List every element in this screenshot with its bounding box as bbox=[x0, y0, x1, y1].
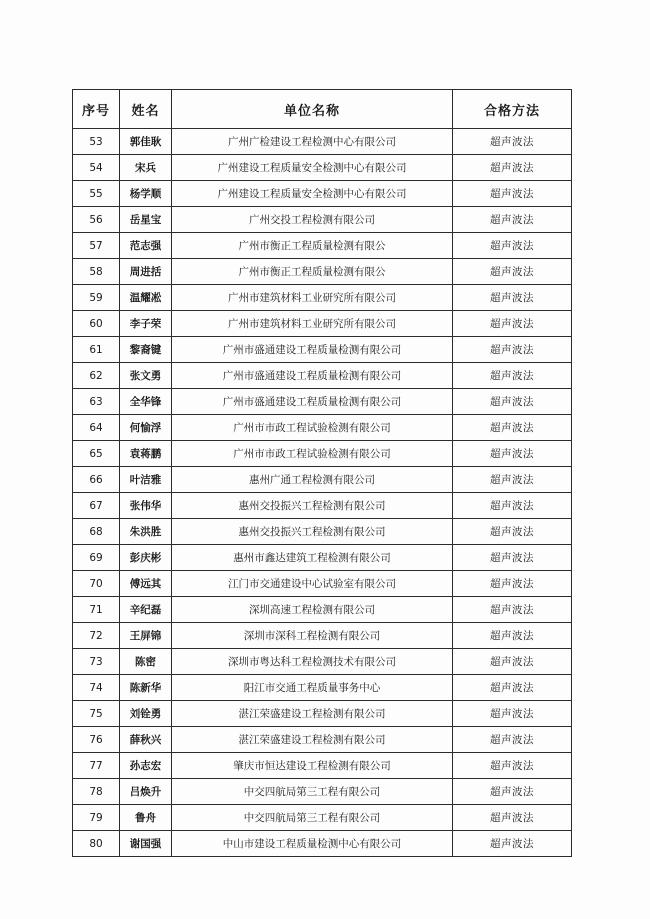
header-unit: 单位名称 bbox=[172, 90, 453, 129]
table-row bbox=[73, 259, 572, 285]
cell-no: 58 bbox=[73, 259, 120, 285]
cell-no: 63 bbox=[73, 389, 120, 415]
table-header-row bbox=[73, 90, 572, 129]
cell-method: 超声波法 bbox=[453, 753, 572, 779]
cell-method: 超声波法 bbox=[453, 233, 572, 259]
cell-unit: 广州市盛通建设工程质量检测有限公司 bbox=[172, 363, 453, 389]
table-row bbox=[73, 285, 572, 311]
cell-no: 62 bbox=[73, 363, 120, 389]
cell-unit: 广州市衡正工程质量检测有限公 bbox=[172, 259, 453, 285]
header-name: 姓名 bbox=[120, 90, 172, 129]
cell-name: 叶洁雅 bbox=[120, 467, 172, 493]
cell-no: 56 bbox=[73, 207, 120, 233]
cell-no: 79 bbox=[73, 805, 120, 831]
table-row bbox=[73, 233, 572, 259]
table-row bbox=[73, 467, 572, 493]
cell-name: 王屏锦 bbox=[120, 623, 172, 649]
cell-method: 超声波法 bbox=[453, 623, 572, 649]
cell-no: 66 bbox=[73, 467, 120, 493]
cell-method: 超声波法 bbox=[453, 441, 572, 467]
cell-unit: 广州市盛通建设工程质量检测有限公司 bbox=[172, 337, 453, 363]
cell-name: 全华锋 bbox=[120, 389, 172, 415]
cell-unit: 广州建设工程质量安全检测中心有限公司 bbox=[172, 155, 453, 181]
table-row bbox=[73, 363, 572, 389]
cell-name: 张伟华 bbox=[120, 493, 172, 519]
table-row bbox=[73, 415, 572, 441]
cell-method: 超声波法 bbox=[453, 285, 572, 311]
cell-unit: 惠州交投振兴工程检测有限公司 bbox=[172, 493, 453, 519]
cell-unit: 广州广检建设工程检测中心有限公司 bbox=[172, 129, 453, 155]
table-row bbox=[73, 805, 572, 831]
cell-method: 超声波法 bbox=[453, 389, 572, 415]
table-row bbox=[73, 181, 572, 207]
cell-name: 辛纪磊 bbox=[120, 597, 172, 623]
cell-method: 超声波法 bbox=[453, 779, 572, 805]
cell-unit: 江门市交通建设中心试验室有限公司 bbox=[172, 571, 453, 597]
cell-unit: 广州市市政工程试验检测有限公司 bbox=[172, 415, 453, 441]
cell-no: 60 bbox=[73, 311, 120, 337]
cell-unit: 惠州交投振兴工程检测有限公司 bbox=[172, 519, 453, 545]
cell-unit: 惠州广通工程检测有限公司 bbox=[172, 467, 453, 493]
cell-method: 超声波法 bbox=[453, 597, 572, 623]
cell-name: 黎裔键 bbox=[120, 337, 172, 363]
cell-name: 孙志宏 bbox=[120, 753, 172, 779]
cell-method: 超声波法 bbox=[453, 545, 572, 571]
table-row bbox=[73, 155, 572, 181]
cell-name: 宋兵 bbox=[120, 155, 172, 181]
table-row bbox=[73, 441, 572, 467]
cell-unit: 肇庆市恒达建设工程检测有限公司 bbox=[172, 753, 453, 779]
cell-method: 超声波法 bbox=[453, 519, 572, 545]
cell-no: 71 bbox=[73, 597, 120, 623]
cell-no: 68 bbox=[73, 519, 120, 545]
header-no: 序号 bbox=[73, 90, 120, 129]
cell-name: 傅远其 bbox=[120, 571, 172, 597]
cell-no: 78 bbox=[73, 779, 120, 805]
cell-name: 谢国强 bbox=[120, 831, 172, 857]
table-row bbox=[73, 701, 572, 727]
table-row bbox=[73, 337, 572, 363]
cell-no: 64 bbox=[73, 415, 120, 441]
cell-method: 超声波法 bbox=[453, 727, 572, 753]
cell-unit: 中交四航局第三工程有限公司 bbox=[172, 805, 453, 831]
table-row bbox=[73, 389, 572, 415]
cell-name: 薛秋兴 bbox=[120, 727, 172, 753]
table-body bbox=[73, 129, 572, 857]
cell-method: 超声波法 bbox=[453, 155, 572, 181]
cell-unit: 广州市建筑材料工业研究所有限公司 bbox=[172, 311, 453, 337]
table-row bbox=[73, 727, 572, 753]
cell-no: 59 bbox=[73, 285, 120, 311]
cell-unit: 广州交投工程检测有限公司 bbox=[172, 207, 453, 233]
cell-method: 超声波法 bbox=[453, 129, 572, 155]
cell-no: 65 bbox=[73, 441, 120, 467]
cell-name: 刘铨勇 bbox=[120, 701, 172, 727]
cell-unit: 湛江荣盛建设工程检测有限公司 bbox=[172, 701, 453, 727]
cell-method: 超声波法 bbox=[453, 259, 572, 285]
cell-no: 80 bbox=[73, 831, 120, 857]
table-row bbox=[73, 779, 572, 805]
cell-no: 69 bbox=[73, 545, 120, 571]
table-row bbox=[73, 597, 572, 623]
cell-name: 袁蒋鹏 bbox=[120, 441, 172, 467]
cell-no: 53 bbox=[73, 129, 120, 155]
cell-unit: 湛江荣盛建设工程检测有限公司 bbox=[172, 727, 453, 753]
cell-method: 超声波法 bbox=[453, 207, 572, 233]
cell-unit: 阳江市交通工程质量事务中心 bbox=[172, 675, 453, 701]
table-row bbox=[73, 571, 572, 597]
cell-unit: 深圳高速工程检测有限公司 bbox=[172, 597, 453, 623]
cell-unit: 中山市建设工程质量检测中心有限公司 bbox=[172, 831, 453, 857]
cell-no: 73 bbox=[73, 649, 120, 675]
cell-name: 杨学顺 bbox=[120, 181, 172, 207]
cell-no: 67 bbox=[73, 493, 120, 519]
table-row bbox=[73, 753, 572, 779]
table-row bbox=[73, 831, 572, 857]
cell-name: 岳星宝 bbox=[120, 207, 172, 233]
cell-no: 76 bbox=[73, 727, 120, 753]
cell-no: 77 bbox=[73, 753, 120, 779]
cell-method: 超声波法 bbox=[453, 831, 572, 857]
cell-name: 陈新华 bbox=[120, 675, 172, 701]
cell-no: 70 bbox=[73, 571, 120, 597]
cell-name: 周进括 bbox=[120, 259, 172, 285]
cell-name: 朱洪胜 bbox=[120, 519, 172, 545]
cell-name: 何愉浮 bbox=[120, 415, 172, 441]
table-row bbox=[73, 207, 572, 233]
cell-method: 超声波法 bbox=[453, 311, 572, 337]
cell-method: 超声波法 bbox=[453, 649, 572, 675]
cell-name: 李子荣 bbox=[120, 311, 172, 337]
cell-no: 57 bbox=[73, 233, 120, 259]
cell-method: 超声波法 bbox=[453, 571, 572, 597]
cell-name: 张文勇 bbox=[120, 363, 172, 389]
cell-unit: 惠州市鑫达建筑工程检测有限公司 bbox=[172, 545, 453, 571]
cell-name: 彭庆彬 bbox=[120, 545, 172, 571]
cell-unit: 广州市市政工程试验检测有限公司 bbox=[172, 441, 453, 467]
cell-unit: 中交四航局第三工程有限公司 bbox=[172, 779, 453, 805]
cell-name: 温耀凇 bbox=[120, 285, 172, 311]
cell-method: 超声波法 bbox=[453, 805, 572, 831]
cell-no: 75 bbox=[73, 701, 120, 727]
cell-method: 超声波法 bbox=[453, 467, 572, 493]
cell-method: 超声波法 bbox=[453, 493, 572, 519]
cell-name: 陈密 bbox=[120, 649, 172, 675]
cell-unit: 广州市盛通建设工程质量检测有限公司 bbox=[172, 389, 453, 415]
cell-method: 超声波法 bbox=[453, 675, 572, 701]
table-row bbox=[73, 623, 572, 649]
personnel-table bbox=[72, 89, 572, 857]
cell-method: 超声波法 bbox=[453, 415, 572, 441]
cell-method: 超声波法 bbox=[453, 181, 572, 207]
cell-unit: 广州市衡正工程质量检测有限公 bbox=[172, 233, 453, 259]
table-row bbox=[73, 519, 572, 545]
cell-no: 61 bbox=[73, 337, 120, 363]
table-row bbox=[73, 493, 572, 519]
cell-name: 范志强 bbox=[120, 233, 172, 259]
table-row bbox=[73, 545, 572, 571]
cell-name: 郭佳耿 bbox=[120, 129, 172, 155]
header-method: 合格方法 bbox=[453, 90, 572, 129]
cell-method: 超声波法 bbox=[453, 701, 572, 727]
cell-name: 吕焕升 bbox=[120, 779, 172, 805]
cell-unit: 广州建设工程质量安全检测中心有限公司 bbox=[172, 181, 453, 207]
table-row bbox=[73, 675, 572, 701]
cell-no: 54 bbox=[73, 155, 120, 181]
cell-name: 鲁舟 bbox=[120, 805, 172, 831]
table-row bbox=[73, 311, 572, 337]
cell-no: 72 bbox=[73, 623, 120, 649]
cell-no: 55 bbox=[73, 181, 120, 207]
cell-method: 超声波法 bbox=[453, 363, 572, 389]
cell-no: 74 bbox=[73, 675, 120, 701]
cell-unit: 深圳市深科工程检测有限公司 bbox=[172, 623, 453, 649]
table-row bbox=[73, 129, 572, 155]
cell-unit: 广州市建筑材料工业研究所有限公司 bbox=[172, 285, 453, 311]
cell-method: 超声波法 bbox=[453, 337, 572, 363]
cell-unit: 深圳市粤达科工程检测技术有限公司 bbox=[172, 649, 453, 675]
table-row bbox=[73, 649, 572, 675]
